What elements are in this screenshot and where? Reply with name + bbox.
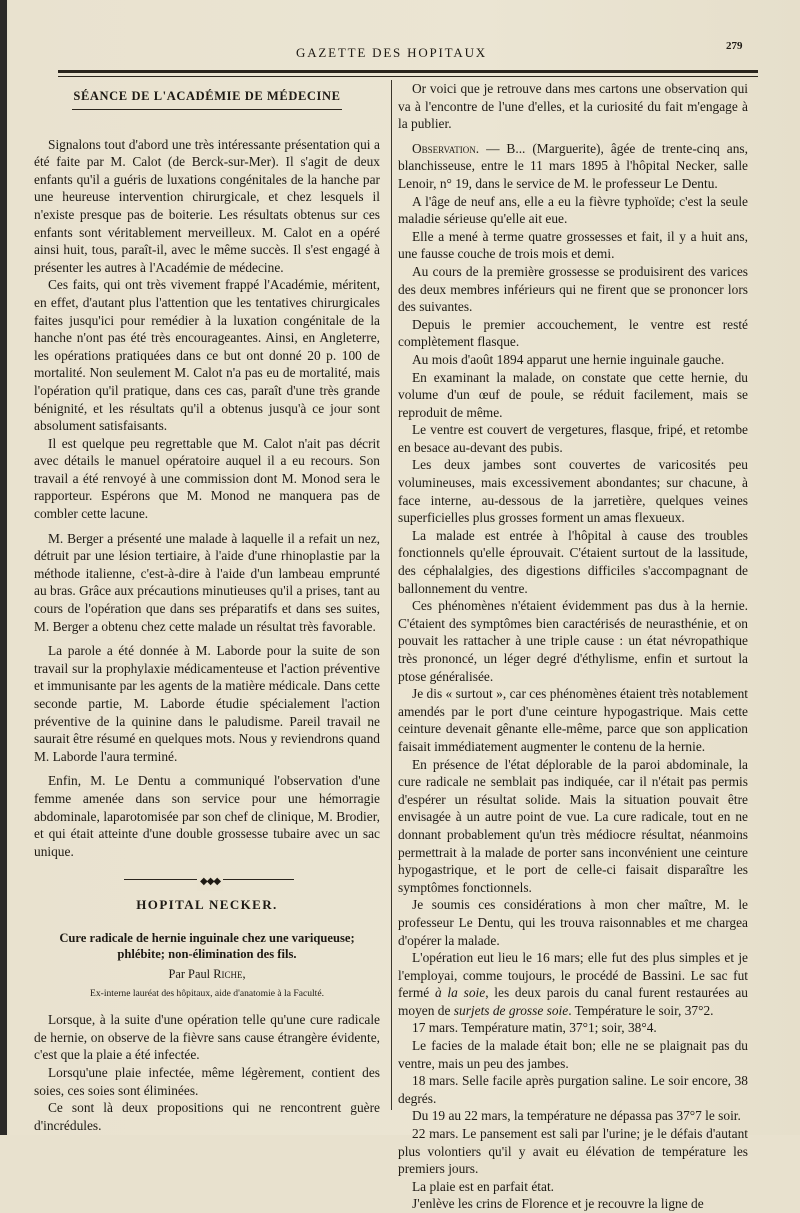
page-number: 279	[726, 40, 743, 52]
paragraph: En examinant la malade, on constate que cette hernie, du volume d'un œuf de poule, se réduit facilement, mais se reproduit de même.	[398, 369, 748, 420]
operation-paragraph	[398, 949, 748, 1019]
paragraph: Lorsque, à la suite d'une opération telle qu'une cure radicale de hernie, on observe de la fièvre sans cause étrangère évidente, c'est que la plaie a été infectée.	[34, 1012, 380, 1063]
observation-paragraph	[398, 140, 748, 193]
paragraph: M. Berger a présenté une malade à laquelle il a refait un nez, détruit par une lésion tertiaire, à l'aide d'une rhinoplastie par la méthode italienne, c'est-à-dire à l'aide d'un lambeau emprunté au bras. Grâce aux précautions minutieuses qu'il a prises, tant au cours de l'opération que dans ses préparatifs et dans ses suites, M. Berger a obtenu chez cette malade un résultat très favorable.	[34, 530, 380, 634]
article-author	[34, 966, 380, 984]
column-divider	[391, 80, 392, 1110]
paragraph: 18 mars. Selle facile après purgation saline. Le soir encore, 38 degrés.	[398, 1073, 748, 1106]
paragraph: Je soumis ces considérations à mon cher maître, M. le professeur Le Dentu, qui les trouva raisonnables et me chargea d'opérer la malade.	[398, 897, 748, 948]
section-ornament	[34, 872, 380, 886]
header-rule	[58, 70, 758, 73]
paragraph: La plaie est en parfait état.	[412, 1178, 555, 1194]
left-column	[34, 86, 380, 1134]
page-binding-edge	[0, 0, 7, 1135]
paragraph: En présence de l'état déplorable de la paroi abdominale, la cure radicale ne semblait pas indiquée, car il n'était pas permis d'espérer un résultat solide. Mais la situation pouvait être envisagée à un autre point de vue. La cure radicale, tout en ne donnant probablement qu'un très médiocre résultat, néanmoins permettrait à la malade de porter sans inconvénient une ceinture hypogastrique, et le port de celle-ci faisait disparaître les symptômes fonctionnels.	[398, 756, 748, 895]
article-title: Cure radicale de hernie inguinale chez une variqueuse; phlébite; non-élimination des fils.	[59, 930, 355, 961]
header-rule-thin	[58, 76, 758, 77]
author-affiliation: Ex-interne lauréat des hôpitaux, aide d'anatomie à la Faculté.	[89, 987, 325, 999]
op-text: , les deux parois du canal furent restaurées au moyen de	[398, 985, 748, 1018]
paragraph: Ce sont là deux propositions qui ne rencontrent guère d'incrédules.	[34, 1100, 380, 1133]
paragraph: Je dis « surtout », car ces phénomènes étaient très notablement amendés par le port d'une ceinture hypogastrique. Mais cette ceinture devenait gênante elle-même, parce que son application faisait immédiatement augmenter le contenu de la hernie.	[398, 686, 748, 754]
heading-underline	[72, 109, 342, 110]
paragraph: Du 19 au 22 mars, la température ne dépassa pas 37°7 le soir.	[412, 1108, 741, 1124]
paragraph: La parole a été donnée à M. Laborde pour la suite de son travail sur la prophylaxie médicamenteuse et l'action préventive et immunisante par les agents de la matière médicale. Dans cette seconde partie, M. Laborde étudie spécialement l'action préventive de la quinine dans le paludisme. Pareil travail ne saurait être résumé en quelques mots. Nous y reviendrons quand M. Laborde l'aura terminé.	[34, 643, 380, 764]
journal-title: GAZETTE DES HOPITAUX	[296, 45, 487, 60]
paragraph: J'enlève les crins de Florence et je recouvre la ligne de	[412, 1196, 704, 1212]
paragraph: Au mois d'août 1894 apparut une hernie inguinale gauche.	[412, 351, 725, 367]
author-name: Riche	[213, 966, 243, 981]
paragraph: Depuis le premier accouchement, le ventre est resté complètement flasque.	[398, 316, 748, 350]
ornament-mark: ◆◆◆	[197, 873, 223, 891]
paragraph: A l'âge de neuf ans, elle a eu la fièvre typhoïde; c'est la seule maladie sérieuse qu'elle ait eue.	[398, 193, 748, 227]
paragraph: Lorsqu'une plaie infectée, même légèrement, contient des soies, ces soies sont éliminées.	[34, 1064, 380, 1098]
paragraph: Signalons tout d'abord une très intéressante présentation qui a été faite par M. Calot (de Berck-sur-Mer). Il s'agit de deux enfants qu'il a guéris de luxations congénitales de la hanche par une heureuse intervention chirurgicale, et chez lesquels il n'existe presque pas de boiterie. Les résultats obtenus sur ces enfants sont véritablement merveilleux. M. Calot en a opéré ainsi huit, tous, paraît-il, avec le même succès. Il s'est engagé à présenter les autres à l'Académie de médecine.	[34, 136, 380, 275]
paragraph: Au cours de la première grossesse se produisirent des varices des deux membres inférieurs qui ne firent que se prononcer lors des suivantes.	[398, 263, 748, 315]
op-text: L'opération eut lieu le 16 mars; elle fut des plus simples et je l'employai, comme toujours, le procédé de Bassini. Le sac fut fermé	[398, 950, 748, 1001]
paragraph: Le facies de la malade était bon; elle ne se plaignait pas du ventre, mais un peu des jambes.	[398, 1038, 748, 1071]
paragraph: Ces faits, qui ont très vivement frappé l'Académie, méritent, en effet, d'autant plus l'attention que les tentatives chirurgicales faites jusqu'ici pour remédier à la luxation congénitale de la hanche n'ont pas été très encourageantes. Ainsi, en Angleterre, les opérations pratiquées dans ce but ont donné 20 p. 100 de mortalité. Non seulement M. Calot n'a pas eu de mortalité, mais l'opération qu'il pratique, dans ces cas, paraît d'une très grande bénignité, et les résultats qu'il a obtenus jusqu'à ce jour sont absolument satisfaisants.	[34, 277, 380, 434]
paragraph: Enfin, M. Le Dentu a communiqué l'observation d'une femme amenée dans son service pour une hémorragie abdominale, laparotomisée par son chef de clinique, M. Brodier, et qui était atteinte d'une double grossesse tubaire avec un sac unique.	[34, 773, 380, 859]
paragraph: Or voici que je retrouve dans mes cartons une observation qui va à l'encontre de l'une d'elles, et la curiosité du fait m'engage à la publier.	[398, 81, 748, 132]
right-column	[398, 80, 748, 1213]
op-italic: surjets de grosse soie	[453, 1002, 569, 1018]
op-italic: à la soie	[434, 985, 486, 1001]
paragraph: La malade est entrée à l'hôpital à cause des troubles fonctionnels qu'elle éprouvait. C'étaient surtout de la lassitude, des céphalalgies, des digestions difficiles s'accompagnant de ballonnement du ventre.	[398, 527, 748, 596]
observation-text: — B... (Marguerite), âgée de trente-cinq ans, blanchisseuse, entre le 11 mars 1895 à l'hôpital Necker, salle Lenoir, n° 19, dans le service de M. le professeur Le Dentu.	[398, 140, 748, 191]
paragraph: 22 mars. Le pansement est sali par l'urine; je le défais d'autant plus volontiers qu'il y avait eu élévation de température les premiers jours.	[398, 1126, 748, 1177]
paragraph: Le ventre est couvert de vergetures, flasque, fripé, et retombe en besace au-devant des pubis.	[398, 422, 748, 455]
page-header	[0, 40, 800, 64]
hospital-heading: HOPITAL NECKER.	[136, 897, 278, 913]
section-heading: SÉANCE DE L'ACADÉMIE DE MÉDECINE	[73, 89, 341, 103]
paragraph: Elle a mené à terme quatre grossesses et fait, il y a huit ans, une fausse couche de trois mois et demi.	[398, 228, 748, 262]
op-text: . Température le soir, 37°2.	[568, 1002, 714, 1018]
author-suffix: ,	[242, 966, 246, 981]
paragraph: Les deux jambes sont couvertes de varicosités peu volumineuses, mais excessivement abondantes; sur chacune, à face interne, au-dessous de la jarretière, quelques veines superficielles plus grosses forment un amas flexueux.	[398, 457, 748, 526]
observation-label: Observation.	[412, 140, 480, 156]
author-prefix: Par Paul	[168, 966, 214, 981]
paragraph: 17 mars. Température matin, 37°1; soir, 38°4.	[412, 1020, 657, 1036]
paragraph: Ces phénomènes n'étaient évidemment pas dus à la hernie. C'étaient des symptômes bien caractérisés de neurasthénie, et on pouvait les rattacher à une triple cause : un état névropathique très prononcé, un léger degré d'éthylisme, enfin et surtout la ptose généralisée.	[398, 598, 748, 684]
paragraph: Il est quelque peu regrettable que M. Calot n'ait pas décrit avec détails le manuel opératoire auquel il a eu recours. Son travail a été renvoyé à une commission dont M. Monod sera le rapporteur. Espérons que M. Monod ne manquera pas de combler cette lacune.	[34, 435, 380, 522]
